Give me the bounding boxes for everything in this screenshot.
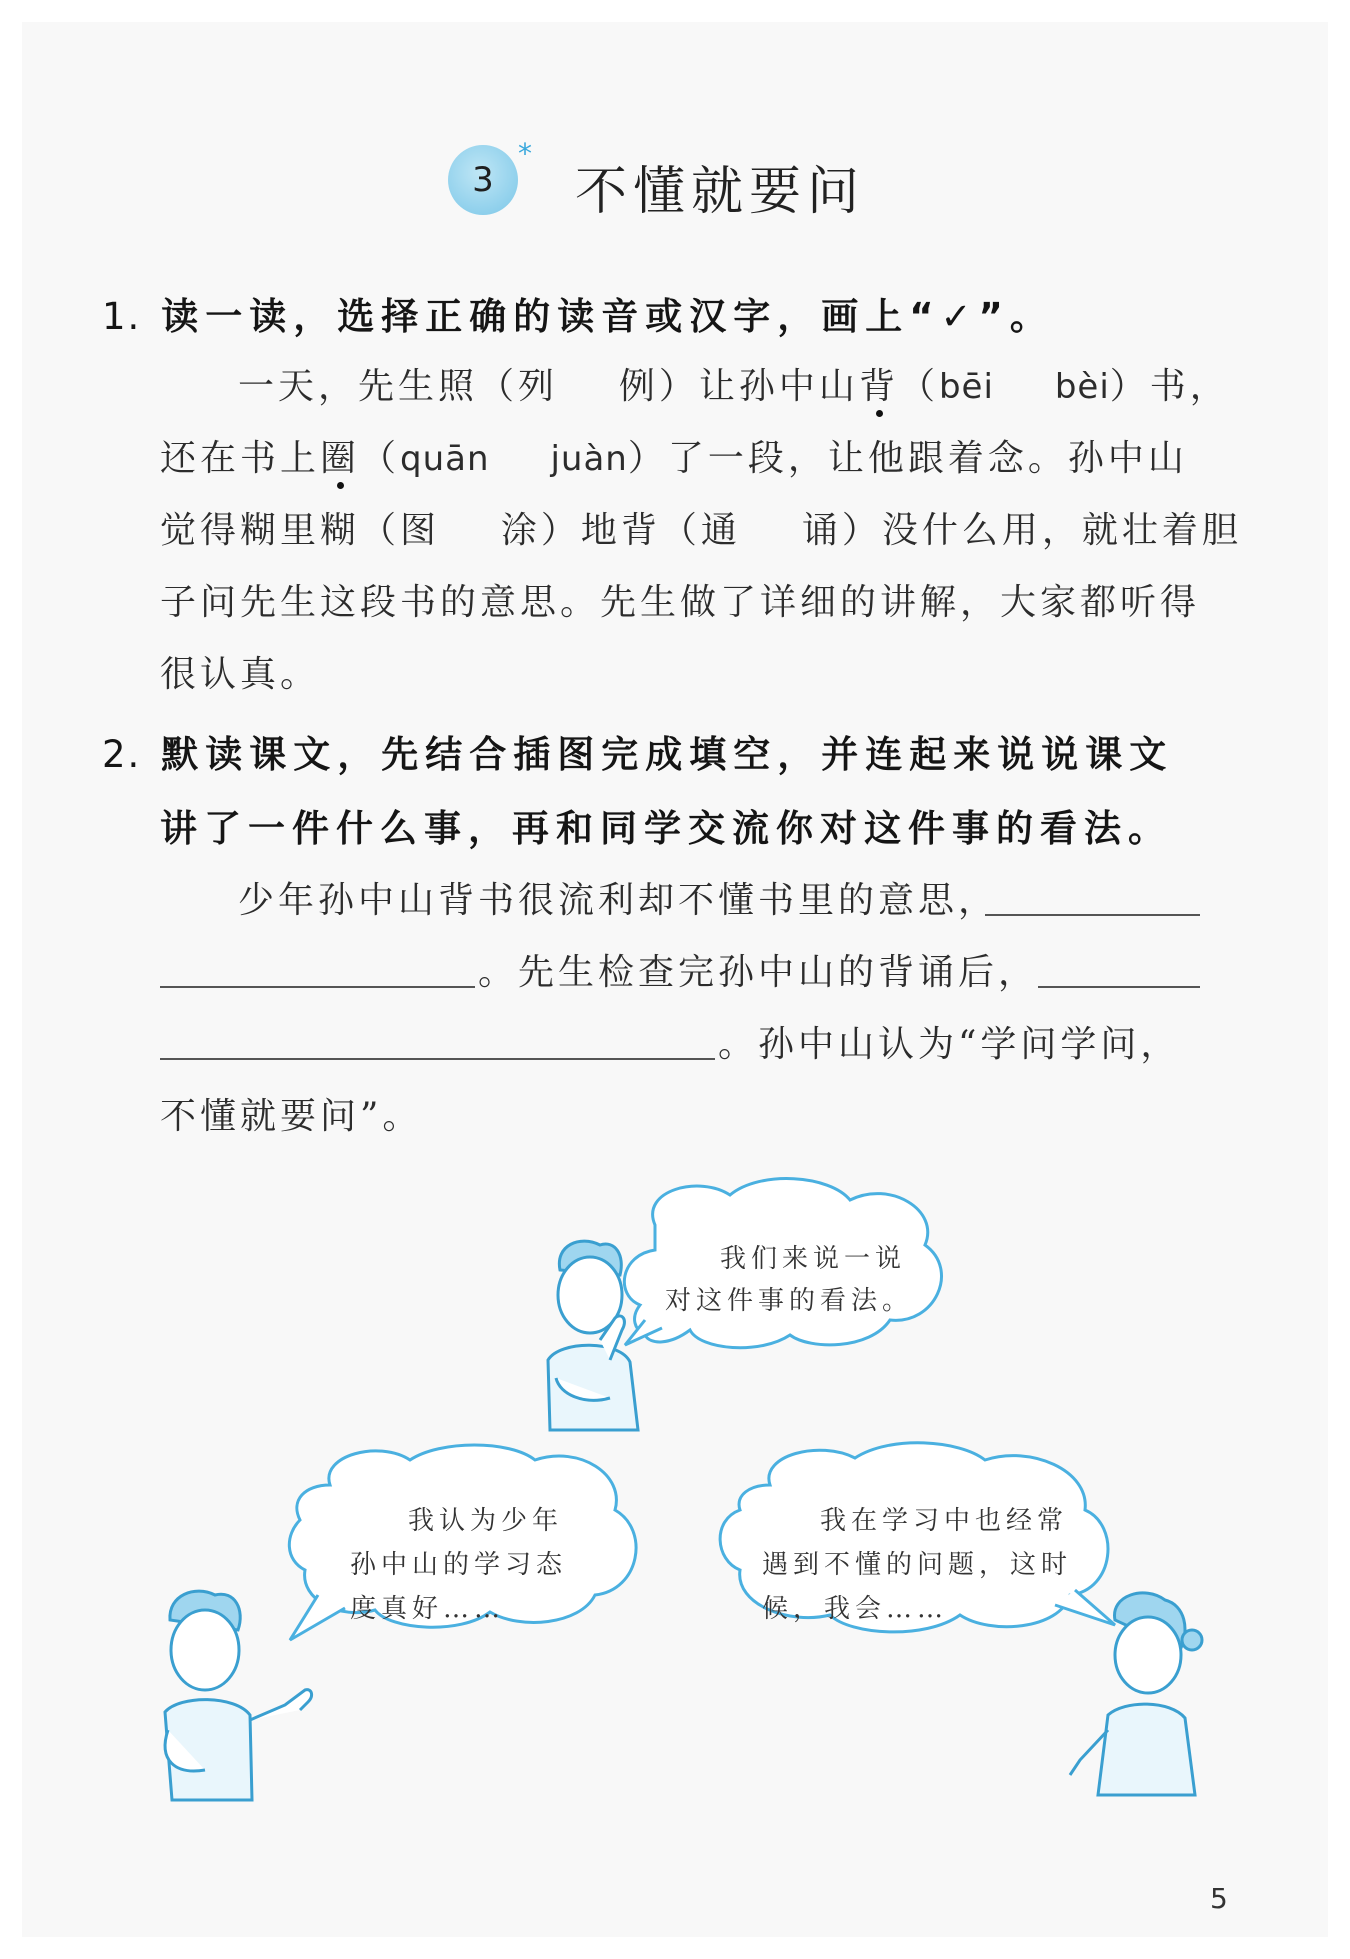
text-segment: 还在书上 [160, 438, 321, 479]
lesson-title-text: 不懂就要问 [575, 162, 866, 222]
bubble-left-line-2: 孙中山的学习态 [350, 1550, 568, 1580]
fill-line-1: 少年孙中山背书很流利却不懂书里的意思， [238, 880, 999, 921]
bubble-top-line-1: 我们来说一说 [720, 1244, 907, 1274]
pinyin-option-bei1[interactable]: bēi [938, 367, 994, 407]
choice-tu-text: 觉得糊里糊（图 [160, 510, 441, 551]
question-1-text: 读一读，选择正确的读音或汉字，画上“✓”。 [161, 295, 1054, 338]
pinyin-option-bei4[interactable]: bèi [1054, 367, 1110, 407]
choice-li-text: 一天，先生照（列 [238, 366, 559, 407]
boy-pointing-illustration [165, 1591, 312, 1800]
bubble-right-line-1: 我在学习中也经常 [820, 1506, 1069, 1536]
paren-open: （ [360, 438, 401, 479]
lesson-number-badge: 3 [448, 145, 518, 215]
bubble-top-line-2: 对这件事的看法。 [665, 1286, 914, 1316]
dotted-char-bei: 背 [859, 358, 899, 409]
fill-line-3: 。孙中山认为“学问学问， [718, 1024, 1181, 1065]
page-number: 5 [1210, 1882, 1228, 1915]
question-2-text-line-2: 讲了一件什么事，再和同学交流你对这件事的看法。 [160, 807, 1172, 850]
text-segment: 诵）没什么用，就壮着胆 [801, 510, 1242, 551]
fill-line-4: 不懂就要问”。 [160, 1096, 423, 1137]
paren-open: （ [898, 366, 939, 407]
bubble-right-line-2: 遇到不懂的问题，这时 [762, 1550, 1073, 1580]
choice-li-text-2: 例）让孙中山 [618, 366, 859, 407]
question-2-text-line-1: 默读课文，先结合插图完成填空，并连起来说说课文 [161, 733, 1174, 776]
dotted-char-quan: 圈 [320, 430, 360, 481]
boy-thinking-illustration [548, 1241, 638, 1430]
question-1-number: 1. [102, 295, 142, 338]
question-2-number: 2. [102, 733, 142, 776]
q1-paragraph-line-5: 很认真。 [160, 654, 321, 695]
girl-illustration [1070, 1593, 1202, 1795]
bubble-right-line-3: 候，我会…… [762, 1594, 949, 1624]
choice-tong-text: 涂）地背（通 [500, 510, 741, 551]
fill-line-2: 。先生检查完孙中山的背诵后， [478, 952, 1039, 993]
bubble-left-line-1: 我认为少年 [408, 1506, 564, 1536]
pinyin-option-quan1[interactable]: quān [400, 439, 490, 479]
paren-close: ）书， [1109, 366, 1230, 407]
optional-lesson-star: * [518, 137, 532, 170]
text-segment: ）了一段，让他跟着念。孙中山 [627, 438, 1188, 479]
q1-paragraph-line-4: 子问先生这段书的意思。先生做了详细的讲解，大家都听得 [160, 582, 1201, 623]
bubble-left-line-3: 度真好…… [350, 1594, 506, 1624]
pinyin-option-juan4[interactable]: juàn [550, 439, 628, 479]
